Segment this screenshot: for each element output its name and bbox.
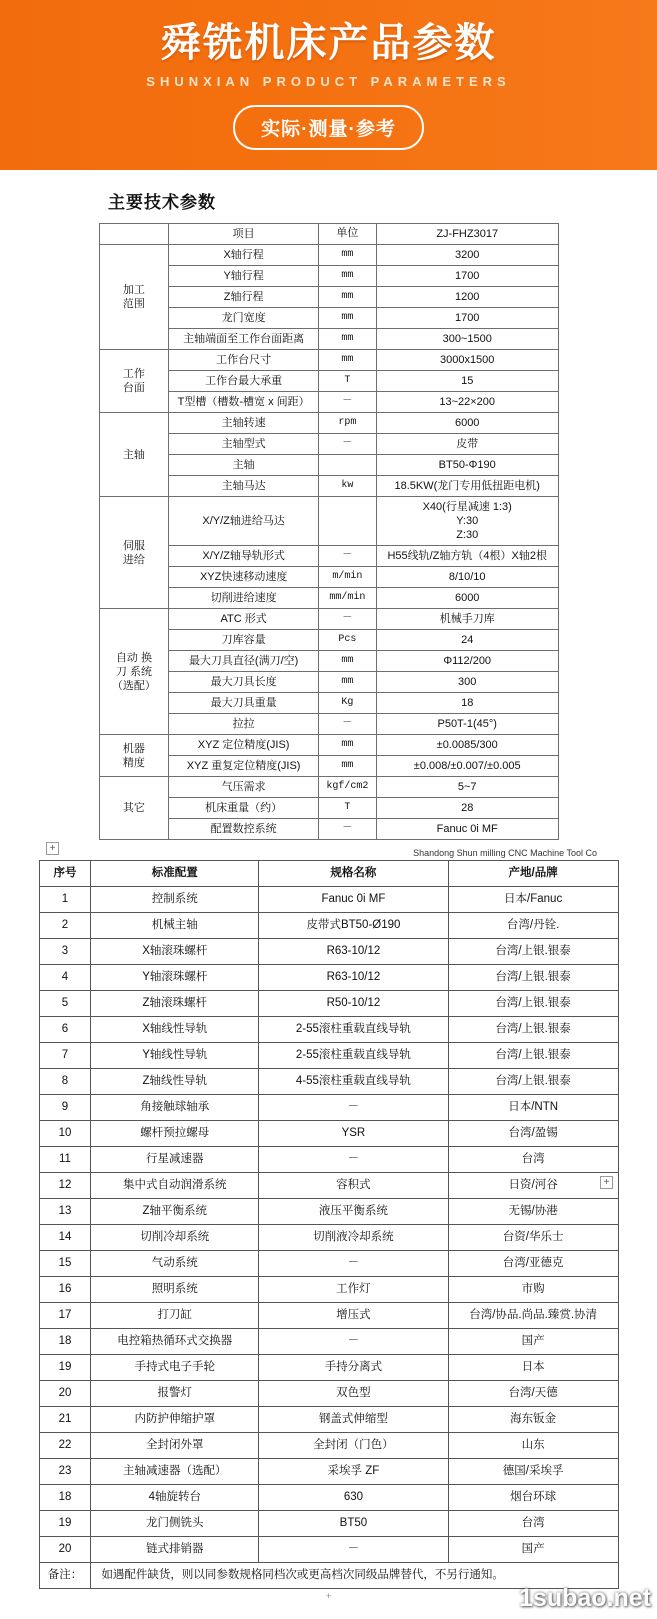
spec-item: T型槽（槽数-槽宽 x 间距） — [169, 392, 319, 413]
row-brand: 台湾 — [448, 1147, 618, 1173]
spec-value: H55线轨/Z轴方轨（4根）X轴2根 — [376, 546, 558, 567]
row-spec: 双色型 — [259, 1381, 449, 1407]
row-brand: 台湾/上银.银泰 — [448, 1069, 618, 1095]
spec-value: 6000 — [376, 588, 558, 609]
row-brand: 台湾/上银.银泰 — [448, 991, 618, 1017]
row-brand: 台湾/丹铨. — [448, 913, 618, 939]
spec-item: 工作台最大承重 — [169, 371, 319, 392]
row-spec: － — [259, 1147, 449, 1173]
spec-section-title: 主要技术参数 — [108, 193, 216, 212]
row-brand: 台湾/上银.银泰 — [448, 939, 618, 965]
bottom-handle[interactable]: + — [325, 1591, 332, 1601]
spec-unit: rpm — [318, 413, 376, 434]
row-no: 20 — [39, 1537, 91, 1563]
spec-row — [99, 777, 558, 798]
spec-unit: mm — [318, 266, 376, 287]
row-name: 行星减速器 — [91, 1147, 259, 1173]
row-no: 1 — [39, 887, 91, 913]
row-brand: 台湾/盈锡 — [448, 1121, 618, 1147]
spec-value: 机械手刀库 — [376, 609, 558, 630]
row-brand: 台湾/上银.银泰 — [448, 1017, 618, 1043]
row-brand: 日本/Fanuc — [448, 887, 618, 913]
row-name: Z轴平衡系统 — [91, 1199, 259, 1225]
banner-title: 舜铣机床产品参数 — [160, 21, 497, 65]
row-brand: 无锡/协港 — [448, 1199, 618, 1225]
row-brand: 台湾/上银.银泰 — [448, 965, 618, 991]
table-row — [39, 1433, 618, 1459]
spec-item: XYZ 重复定位精度(JIS) — [169, 756, 319, 777]
row-name: 机械主轴 — [91, 913, 259, 939]
row-no: 4 — [39, 965, 91, 991]
spec-value: P50T-1(45°) — [376, 714, 558, 735]
row-no: 14 — [39, 1225, 91, 1251]
spec-header-unit: 单位 — [318, 224, 376, 245]
spec-item: ATC 形式 — [169, 609, 319, 630]
spec-item: 最大刀具长度 — [169, 672, 319, 693]
table-row — [39, 1225, 618, 1251]
spec-row — [99, 413, 558, 434]
spec-item: Y轴行程 — [169, 266, 319, 287]
table-row — [39, 1329, 618, 1355]
row-spec: 2-55滚柱重载直线导轨 — [259, 1017, 449, 1043]
row-no: 16 — [39, 1277, 91, 1303]
col-header-spec: 规格名称 — [259, 861, 449, 887]
spec-unit: － — [318, 546, 376, 567]
col-header-no: 序号 — [39, 861, 91, 887]
spec-value: 8/10/10 — [376, 567, 558, 588]
table-row — [39, 1043, 618, 1069]
row-spec: 切削液冷却系统 — [259, 1225, 449, 1251]
row-name: 主轴减速器（选配） — [91, 1459, 259, 1485]
row-no: 5 — [39, 991, 91, 1017]
spec-unit: mm — [318, 672, 376, 693]
config-section — [0, 843, 657, 1619]
row-name: 电控箱热循环式交换器 — [91, 1329, 259, 1355]
row-spec: YSR — [259, 1121, 449, 1147]
row-brand: 台湾/上银.银泰 — [448, 1043, 618, 1069]
row-no: 12 — [39, 1173, 91, 1199]
table-row — [39, 1017, 618, 1043]
row-name: X轴线性导轨 — [91, 1017, 259, 1043]
table-row — [39, 1173, 618, 1199]
spec-value: 1700 — [376, 308, 558, 329]
row-spec: － — [259, 1329, 449, 1355]
spec-group-label: 自动 换 刀 系统 （选配） — [99, 609, 169, 735]
spec-item: XYZ快速移动速度 — [169, 567, 319, 588]
spec-value: 300~1500 — [376, 329, 558, 350]
row-no: 19 — [39, 1511, 91, 1537]
row-name: 龙门侧铣头 — [91, 1511, 259, 1537]
row-name: 切削冷却系统 — [91, 1225, 259, 1251]
row-spec: 工作灯 — [259, 1277, 449, 1303]
row-brand: 日本 — [448, 1355, 618, 1381]
row-no: 6 — [39, 1017, 91, 1043]
row-no: 7 — [39, 1043, 91, 1069]
row-no: 8 — [39, 1069, 91, 1095]
spec-value: BT50-Φ190 — [376, 455, 558, 476]
banner-subtitle: SHUNXIAN PRODUCT PARAMETERS — [146, 74, 511, 89]
row-brand: 台湾/协品.尚品.臻赏.协清 — [448, 1303, 618, 1329]
row-brand: 日本/NTN — [448, 1095, 618, 1121]
table-row — [39, 1277, 618, 1303]
row-name: 内防护伸缩护罩 — [91, 1407, 259, 1433]
company-caption: Shandong Shun milling CNC Machine Tool Co — [413, 848, 597, 858]
spec-unit — [318, 497, 376, 546]
spec-item: 拉拉 — [169, 714, 319, 735]
spec-header-item: 项目 — [169, 224, 319, 245]
expand-handle-right[interactable]: + — [600, 1176, 613, 1189]
table-row — [39, 887, 618, 913]
spec-value: 24 — [376, 630, 558, 651]
table-row — [39, 1511, 618, 1537]
spec-value: 5~7 — [376, 777, 558, 798]
spec-header-value: ZJ-FHZ3017 — [376, 224, 558, 245]
spec-unit: T — [318, 371, 376, 392]
row-spec: 全封闭（门色） — [259, 1433, 449, 1459]
spec-item: 切削进给速度 — [169, 588, 319, 609]
row-spec: 容积式 — [259, 1173, 449, 1199]
spec-group-label: 机器 精度 — [99, 735, 169, 777]
expand-handle-left-top[interactable]: + — [46, 842, 59, 855]
spec-item: 主轴 — [169, 455, 319, 476]
row-name: 报警灯 — [91, 1381, 259, 1407]
row-name: 打刀缸 — [91, 1303, 259, 1329]
spec-value: 3200 — [376, 245, 558, 266]
spec-unit: － — [318, 434, 376, 455]
table-row — [39, 1069, 618, 1095]
spec-value: Fanuc 0i MF — [376, 819, 558, 840]
table-row — [39, 991, 618, 1017]
spec-unit: － — [318, 392, 376, 413]
spec-row — [99, 735, 558, 756]
row-no: 15 — [39, 1251, 91, 1277]
spec-item: 刀库容量 — [169, 630, 319, 651]
spec-value: 3000x1500 — [376, 350, 558, 371]
row-name: Z轴滚珠螺杆 — [91, 991, 259, 1017]
table-row — [39, 1459, 618, 1485]
row-no: 11 — [39, 1147, 91, 1173]
spec-unit: mm — [318, 350, 376, 371]
config-table — [39, 860, 619, 1589]
spec-row — [99, 245, 558, 266]
spec-unit: mm — [318, 287, 376, 308]
table-row — [39, 1355, 618, 1381]
spec-item: 气压需求 — [169, 777, 319, 798]
row-no: 9 — [39, 1095, 91, 1121]
table-row — [39, 1095, 618, 1121]
spec-item: 主轴转速 — [169, 413, 319, 434]
row-spec: 4-55滚柱重载直线导轨 — [259, 1069, 449, 1095]
row-spec: R63-10/12 — [259, 965, 449, 991]
row-name: Z轴线性导轨 — [91, 1069, 259, 1095]
row-spec: － — [259, 1095, 449, 1121]
spec-item: XYZ 定位精度(JIS) — [169, 735, 319, 756]
spec-item: X/Y/Z轴进给马达 — [169, 497, 319, 546]
spec-value: 皮带 — [376, 434, 558, 455]
spec-unit — [318, 455, 376, 476]
table-row — [39, 965, 618, 991]
spec-unit: － — [318, 609, 376, 630]
spec-value: 13~22×200 — [376, 392, 558, 413]
row-brand: 日资/河谷 — [448, 1173, 618, 1199]
row-no: 19 — [39, 1355, 91, 1381]
spec-value: 18.5KW(龙门专用低扭距电机) — [376, 476, 558, 497]
spec-value: ±0.008/±0.007/±0.005 — [376, 756, 558, 777]
row-no: 17 — [39, 1303, 91, 1329]
spec-item: 工作台尺寸 — [169, 350, 319, 371]
spec-value: 1200 — [376, 287, 558, 308]
row-brand: 国产 — [448, 1537, 618, 1563]
table-row — [39, 1251, 618, 1277]
row-name: 4轴旋转台 — [91, 1485, 259, 1511]
row-name: Y轴线性导轨 — [91, 1043, 259, 1069]
row-spec: 钢盖式伸缩型 — [259, 1407, 449, 1433]
spec-group-label: 工作 台面 — [99, 350, 169, 413]
row-spec: 液压平衡系统 — [259, 1199, 449, 1225]
row-spec: 增压式 — [259, 1303, 449, 1329]
row-brand: 台湾/天德 — [448, 1381, 618, 1407]
table-row — [39, 1381, 618, 1407]
row-brand: 台资/华乐士 — [448, 1225, 618, 1251]
row-no: 13 — [39, 1199, 91, 1225]
spec-unit: mm — [318, 756, 376, 777]
spec-header-row — [99, 224, 558, 245]
row-spec: 手持分离式 — [259, 1355, 449, 1381]
table-row — [39, 1121, 618, 1147]
spec-unit: T — [318, 798, 376, 819]
spec-group-label: 其它 — [99, 777, 169, 840]
row-name: 控制系统 — [91, 887, 259, 913]
row-brand: 台湾/亚德克 — [448, 1251, 618, 1277]
row-brand: 海东钣金 — [448, 1407, 618, 1433]
row-spec: 采埃孚 ZF — [259, 1459, 449, 1485]
row-brand: 德国/采埃孚 — [448, 1459, 618, 1485]
row-name: 螺杆预拉螺母 — [91, 1121, 259, 1147]
table-row — [39, 913, 618, 939]
spec-unit: mm — [318, 329, 376, 350]
table-row — [39, 1537, 618, 1563]
spec-value: X40(行星减速 1:3) Y:30 Z:30 — [376, 497, 558, 546]
table-row — [39, 1199, 618, 1225]
row-name: 气动系统 — [91, 1251, 259, 1277]
spec-item: X轴行程 — [169, 245, 319, 266]
spec-unit: m/min — [318, 567, 376, 588]
spec-item: 主轴型式 — [169, 434, 319, 455]
row-name: 链式排销器 — [91, 1537, 259, 1563]
row-name: X轴滚珠螺杆 — [91, 939, 259, 965]
spec-unit: － — [318, 714, 376, 735]
row-no: 22 — [39, 1433, 91, 1459]
row-brand: 市购 — [448, 1277, 618, 1303]
spec-item: 主轴马达 — [169, 476, 319, 497]
spec-row — [99, 350, 558, 371]
row-spec: 630 — [259, 1485, 449, 1511]
remark-text: 如遇配件缺货，则以同参数规格同档次或更高档次同级品牌替代，不另行通知。 — [91, 1563, 618, 1589]
remark-label: 备注： — [39, 1563, 91, 1589]
row-name: 集中式自动润滑系统 — [91, 1173, 259, 1199]
spec-table — [99, 223, 559, 840]
table-row — [39, 1147, 618, 1173]
row-brand: 台湾 — [448, 1511, 618, 1537]
spec-item: 主轴端面至工作台面距离 — [169, 329, 319, 350]
table-row — [39, 1407, 618, 1433]
row-name: 全封闭外罩 — [91, 1433, 259, 1459]
spec-item: 最大刀具直径(满刀/空) — [169, 651, 319, 672]
spec-item: 最大刀具重量 — [169, 693, 319, 714]
banner-pill-label: 实际·测量·参考 — [233, 105, 424, 150]
spec-value: 15 — [376, 371, 558, 392]
spec-value: 300 — [376, 672, 558, 693]
spec-row — [99, 497, 558, 546]
spec-value: Φ112/200 — [376, 651, 558, 672]
row-spec: Fanuc 0i MF — [259, 887, 449, 913]
row-brand: 国产 — [448, 1329, 618, 1355]
spec-group-label: 伺服 进给 — [99, 497, 169, 609]
row-spec: R63-10/12 — [259, 939, 449, 965]
row-no: 18 — [39, 1485, 91, 1511]
spec-value: 18 — [376, 693, 558, 714]
spec-row — [99, 609, 558, 630]
col-header-brand: 产地/品牌 — [448, 861, 618, 887]
spec-value: ±0.0085/300 — [376, 735, 558, 756]
table-row — [39, 939, 618, 965]
spec-group-label: 主轴 — [99, 413, 169, 497]
row-spec: － — [259, 1537, 449, 1563]
spec-item: 机床重量（约） — [169, 798, 319, 819]
spec-unit: mm — [318, 735, 376, 756]
table-row — [39, 1303, 618, 1329]
spec-item: 龙门宽度 — [169, 308, 319, 329]
spec-item: Z轴行程 — [169, 287, 319, 308]
row-no: 2 — [39, 913, 91, 939]
row-no: 20 — [39, 1381, 91, 1407]
spec-unit: mm/min — [318, 588, 376, 609]
table-row — [39, 1485, 618, 1511]
spec-item: X/Y/Z轴导轨形式 — [169, 546, 319, 567]
row-no: 23 — [39, 1459, 91, 1485]
spec-unit: mm — [318, 651, 376, 672]
row-no: 18 — [39, 1329, 91, 1355]
spec-unit: － — [318, 819, 376, 840]
row-brand: 山东 — [448, 1433, 618, 1459]
row-spec: R50-10/12 — [259, 991, 449, 1017]
spec-unit: kgf/cm2 — [318, 777, 376, 798]
row-spec: 皮带式BT50-Ø190 — [259, 913, 449, 939]
row-name: 角接触球轴承 — [91, 1095, 259, 1121]
spec-unit: mm — [318, 245, 376, 266]
spec-section — [0, 170, 657, 846]
row-spec: 2-55滚柱重载直线导轨 — [259, 1043, 449, 1069]
row-brand: 烟台环球 — [448, 1485, 618, 1511]
spec-unit: kw — [318, 476, 376, 497]
spec-unit: mm — [318, 308, 376, 329]
config-table-header-row — [39, 861, 618, 887]
spec-value: 28 — [376, 798, 558, 819]
row-no: 10 — [39, 1121, 91, 1147]
row-no: 3 — [39, 939, 91, 965]
spec-value: 6000 — [376, 413, 558, 434]
site-watermark: 1subao.net — [519, 1584, 651, 1612]
spec-value: 1700 — [376, 266, 558, 287]
row-spec: － — [259, 1251, 449, 1277]
row-name: 手持式电子手轮 — [91, 1355, 259, 1381]
spec-unit: Pcs — [318, 630, 376, 651]
row-name: Y轴滚珠螺杆 — [91, 965, 259, 991]
row-no: 21 — [39, 1407, 91, 1433]
row-name: 照明系统 — [91, 1277, 259, 1303]
row-spec: BT50 — [259, 1511, 449, 1537]
col-header-name: 标准配置 — [91, 861, 259, 887]
spec-header-blank — [99, 224, 169, 245]
spec-group-label: 加工 范围 — [99, 245, 169, 350]
spec-unit: Kg — [318, 693, 376, 714]
spec-item: 配置数控系统 — [169, 819, 319, 840]
page-banner — [0, 0, 657, 170]
